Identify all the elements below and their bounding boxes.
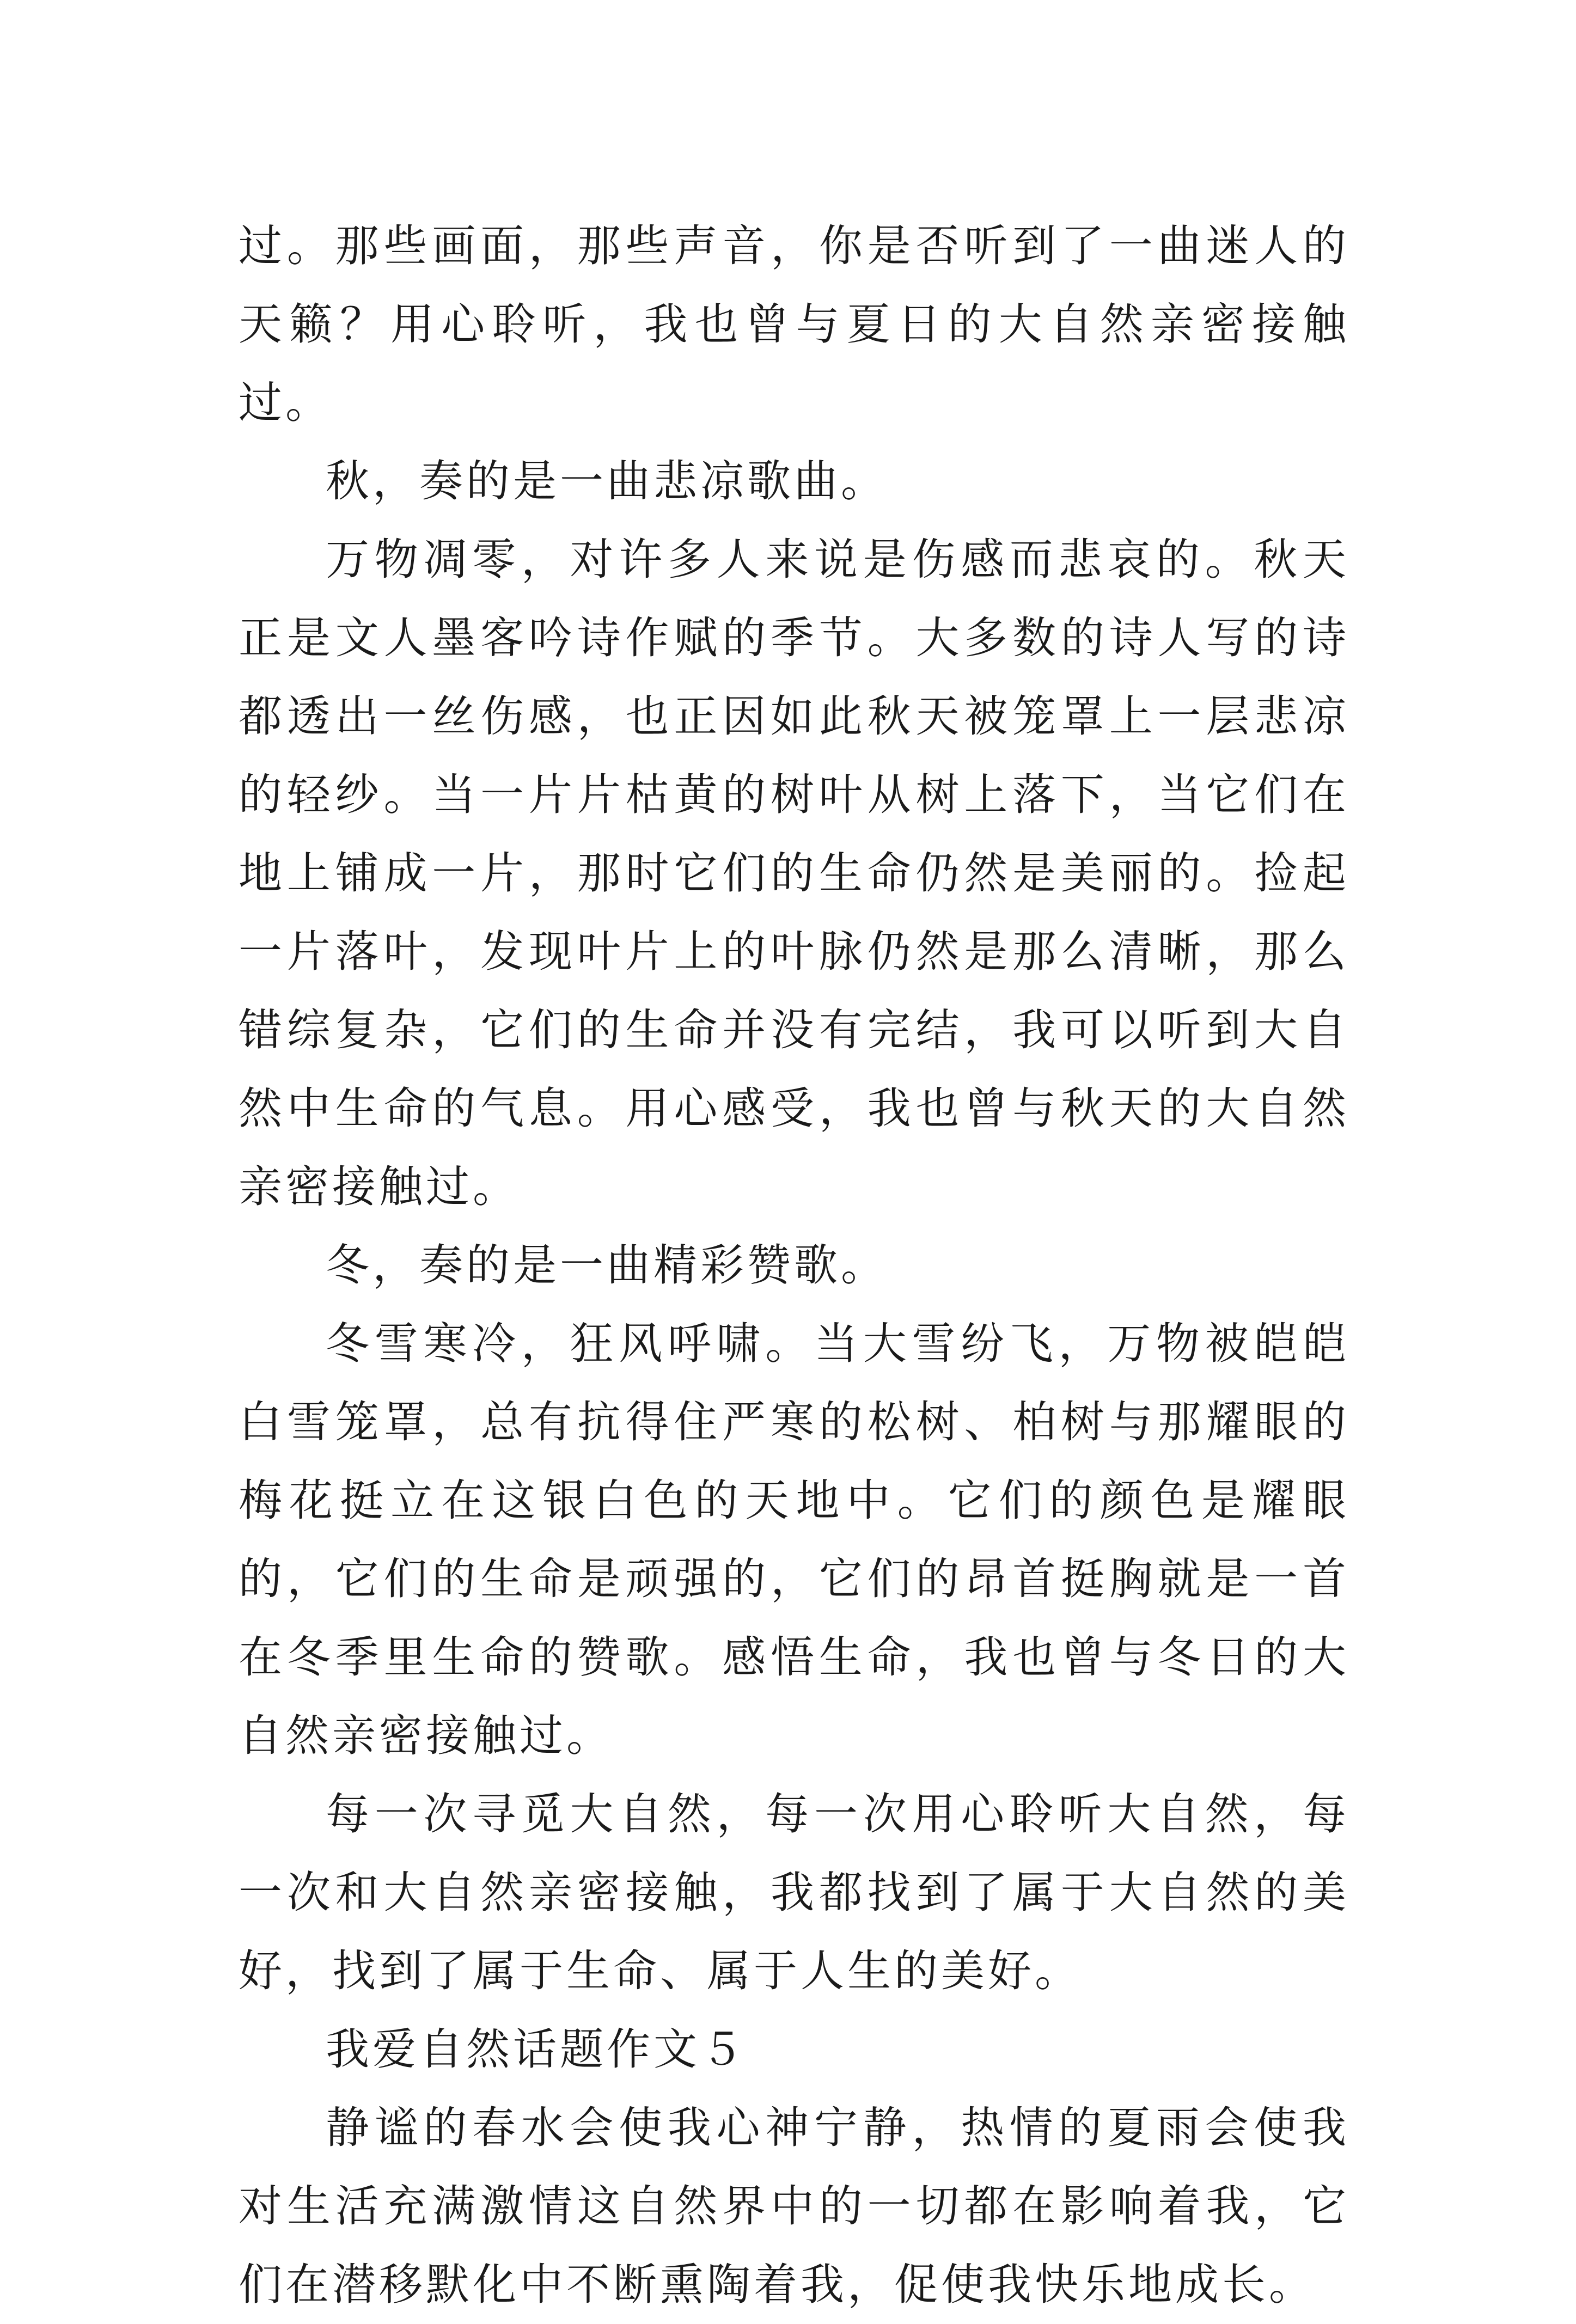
paragraph-conclusion: 每一次寻觅大自然，每一次用心聆听大自然，每一次和大自然亲密接触，我都找到了属于大自然的美好，找到了属于生命、属于人生的美好。 [239, 1789, 1349, 1996]
paragraph-autumn-heading: 秋，奏的是一曲悲凉歌曲。 [326, 456, 888, 506]
paragraph-autumn-body: 万物凋零，对许多人来说是伤感而悲哀的。秋天正是文人墨客吟诗作赋的季节。大多数的诗人写的诗都透出一丝伤感，也正因如此秋天被笼罩上一层悲凉的轻纱。当一片片枯黄的树叶从树上落下，当它们在地上铺成一片，那时它们的生命仍然是美丽的。捡起一片落叶，发现叶片上的叶脉仍然是那么清晰，那么错综复杂，它们的生命并没有完结，我可以听到大自然中生命的气息。用心感受，我也曾与秋天的大自然亲密接触过。 [239, 534, 1349, 1212]
document-body [239, 207, 1349, 2324]
paragraph-winter-body: 冬雪寒冷，狂风呼啸。当大雪纷飞，万物被皑皑白雪笼罩，总有抗得住严寒的松树、柏树与那耀眼的梅花挺立在这银白色的天地中。它们的颜色是耀眼的，它们的生命是顽强的，它们的昂首挺胸就是一首在冬季里生命的赞歌。感悟生命，我也曾与冬日的大自然亲密接触过。 [239, 1318, 1349, 1761]
paragraph-continuation: 过。那些画面，那些声音，你是否听到了一曲迷人的天籁？用心聆听，我也曾与夏日的大自然亲密接触过。 [239, 221, 1349, 428]
paragraph-essay5-intro: 静谧的春水会使我心神宁静，热情的夏雨会使我对生活充满激情这自然界中的一切都在影响着我，它们在潜移默化中不断熏陶着我，促使我快乐地成长。 [239, 2102, 1349, 2310]
paragraph-winter-heading: 冬，奏的是一曲精彩赞歌。 [326, 1240, 888, 1291]
essay-title: 我爱自然话题作文５ [326, 2024, 747, 2075]
